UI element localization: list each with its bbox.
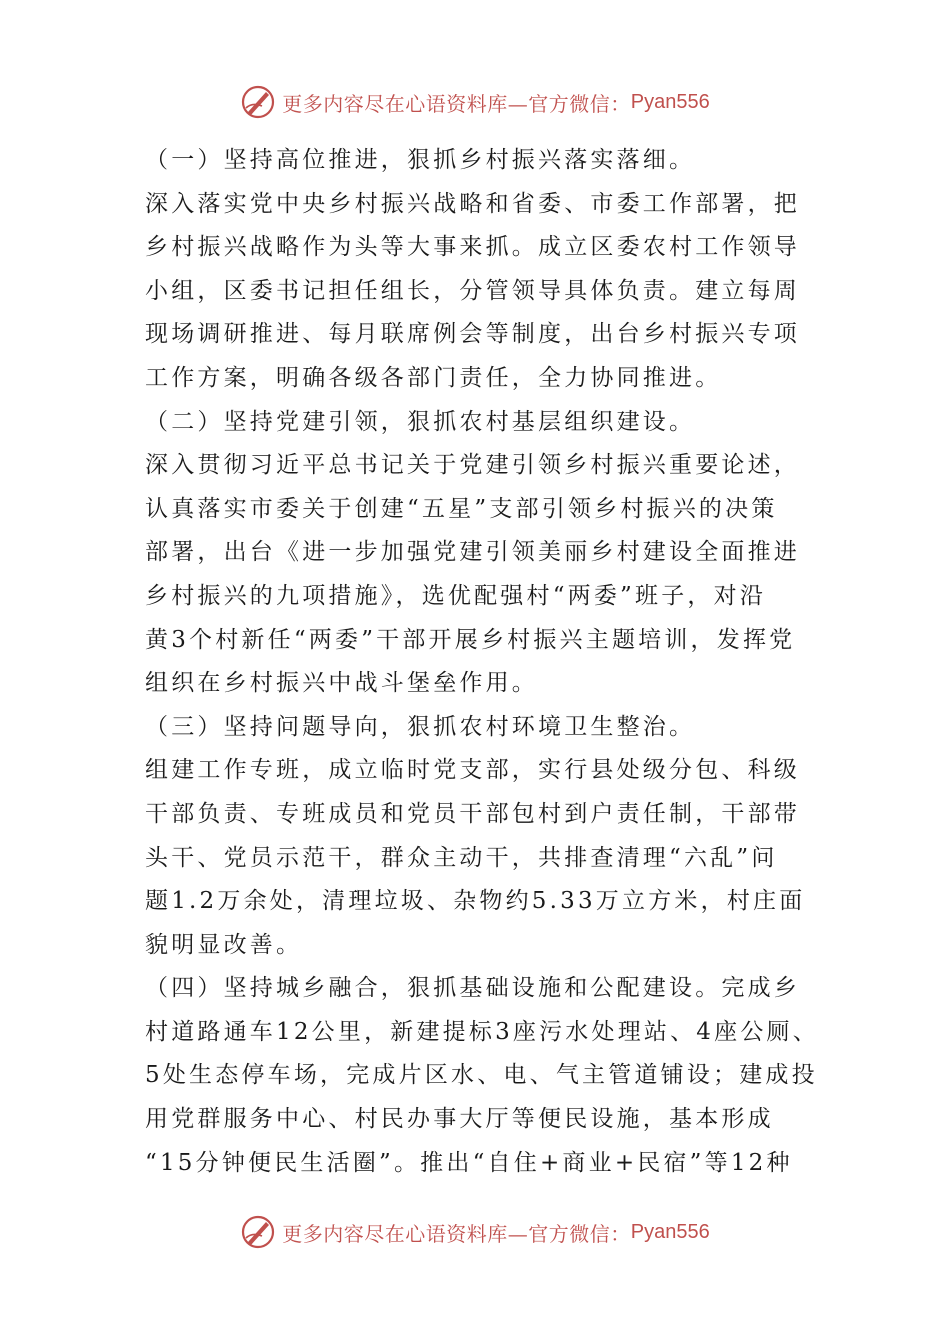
heading-section-3: （三）坚持问题导向，狠抓农村环境卫生整治。 bbox=[145, 713, 696, 740]
paragraph-line: 组建工作专班，成立临时党支部，实行县处级分包、科级 bbox=[145, 757, 800, 784]
paragraph-line: 5处生态停车场，完成片区水、电、气主管道铺设；建成投 bbox=[145, 1062, 818, 1089]
paragraph-line: 村道路通车12公里，新建提标3座污水处理站、4座公厕、 bbox=[145, 1018, 819, 1045]
paragraph-line: 小组，区委书记担任组长，分管领导具体负责。建立每周 bbox=[145, 277, 800, 304]
paragraph-line: 深入贯彻习近平总书记关于党建引领乡村振兴重要论述， bbox=[145, 452, 800, 479]
pen-logo-icon bbox=[240, 1214, 276, 1250]
paragraph-line: “15分钟便民生活圈”。推出“自住+商业+民宿”等12种 bbox=[145, 1149, 793, 1176]
pen-logo-icon bbox=[240, 84, 276, 120]
paragraph-line: 乡村振兴战略作为头等大事来抓。成立区委农村工作领导 bbox=[145, 234, 800, 261]
watermark-banner-top bbox=[0, 80, 950, 124]
heading-section-4: （四）坚持城乡融合，狠抓基础设施和公配建设。完成乡 bbox=[145, 975, 800, 1002]
watermark-text: 更多内容尽在心语资料库—官方微信： bbox=[282, 1221, 631, 1246]
paragraph-line: 黄3个村新任“两委”干部开展乡村振兴主题培训，发挥党 bbox=[145, 626, 796, 653]
paragraph-line: 组织在乡村振兴中战斗堡垒作用。 bbox=[145, 670, 538, 697]
watermark-text: 更多内容尽在心语资料库—官方微信： bbox=[282, 91, 631, 116]
paragraph-line: 干部负责、专班成员和党员干部包村到户责任制，干部带 bbox=[145, 800, 800, 827]
paragraph-line: 认真落实市委关于创建“五星”支部引领乡村振兴的决策 bbox=[145, 495, 778, 522]
heading-section-2: （二）坚持党建引领，狠抓农村基层组织建设。 bbox=[145, 408, 696, 435]
paragraph-line: 乡村振兴的九项措施》，选优配强村“两委”班子，对沿 bbox=[145, 582, 767, 609]
paragraph-line: 用党群服务中心、村民办事大厅等便民设施，基本形成 bbox=[145, 1106, 774, 1133]
watermark-wechat-id: Pyan556 bbox=[630, 90, 710, 113]
paragraph-line: 现场调研推进、每月联席例会等制度，出台乡村振兴专项 bbox=[145, 321, 800, 348]
paragraph-line: 深入落实党中央乡村振兴战略和省委、市委工作部署，把 bbox=[145, 190, 800, 217]
paragraph-line: 工作方案，明确各级各部门责任，全力协同推进。 bbox=[145, 364, 722, 391]
watermark-wechat-id: Pyan556 bbox=[630, 1220, 710, 1243]
paragraph-line: 部署，出台《进一步加强党建引领美丽乡村建设全面推进 bbox=[145, 539, 800, 566]
document-body bbox=[145, 139, 817, 1185]
paragraph-line: 题1.2万余处，清理垃圾、杂物约5.33万立方米，村庄面 bbox=[145, 888, 806, 915]
paragraph-line: 貌明显改善。 bbox=[145, 931, 303, 958]
heading-section-1: （一）坚持高位推进，狠抓乡村振兴落实落细。 bbox=[145, 147, 696, 173]
paragraph-line: 头干、党员示范干，群众主动干，共排查清理“六乱”问 bbox=[145, 844, 778, 871]
watermark-banner-bottom bbox=[0, 1210, 950, 1254]
